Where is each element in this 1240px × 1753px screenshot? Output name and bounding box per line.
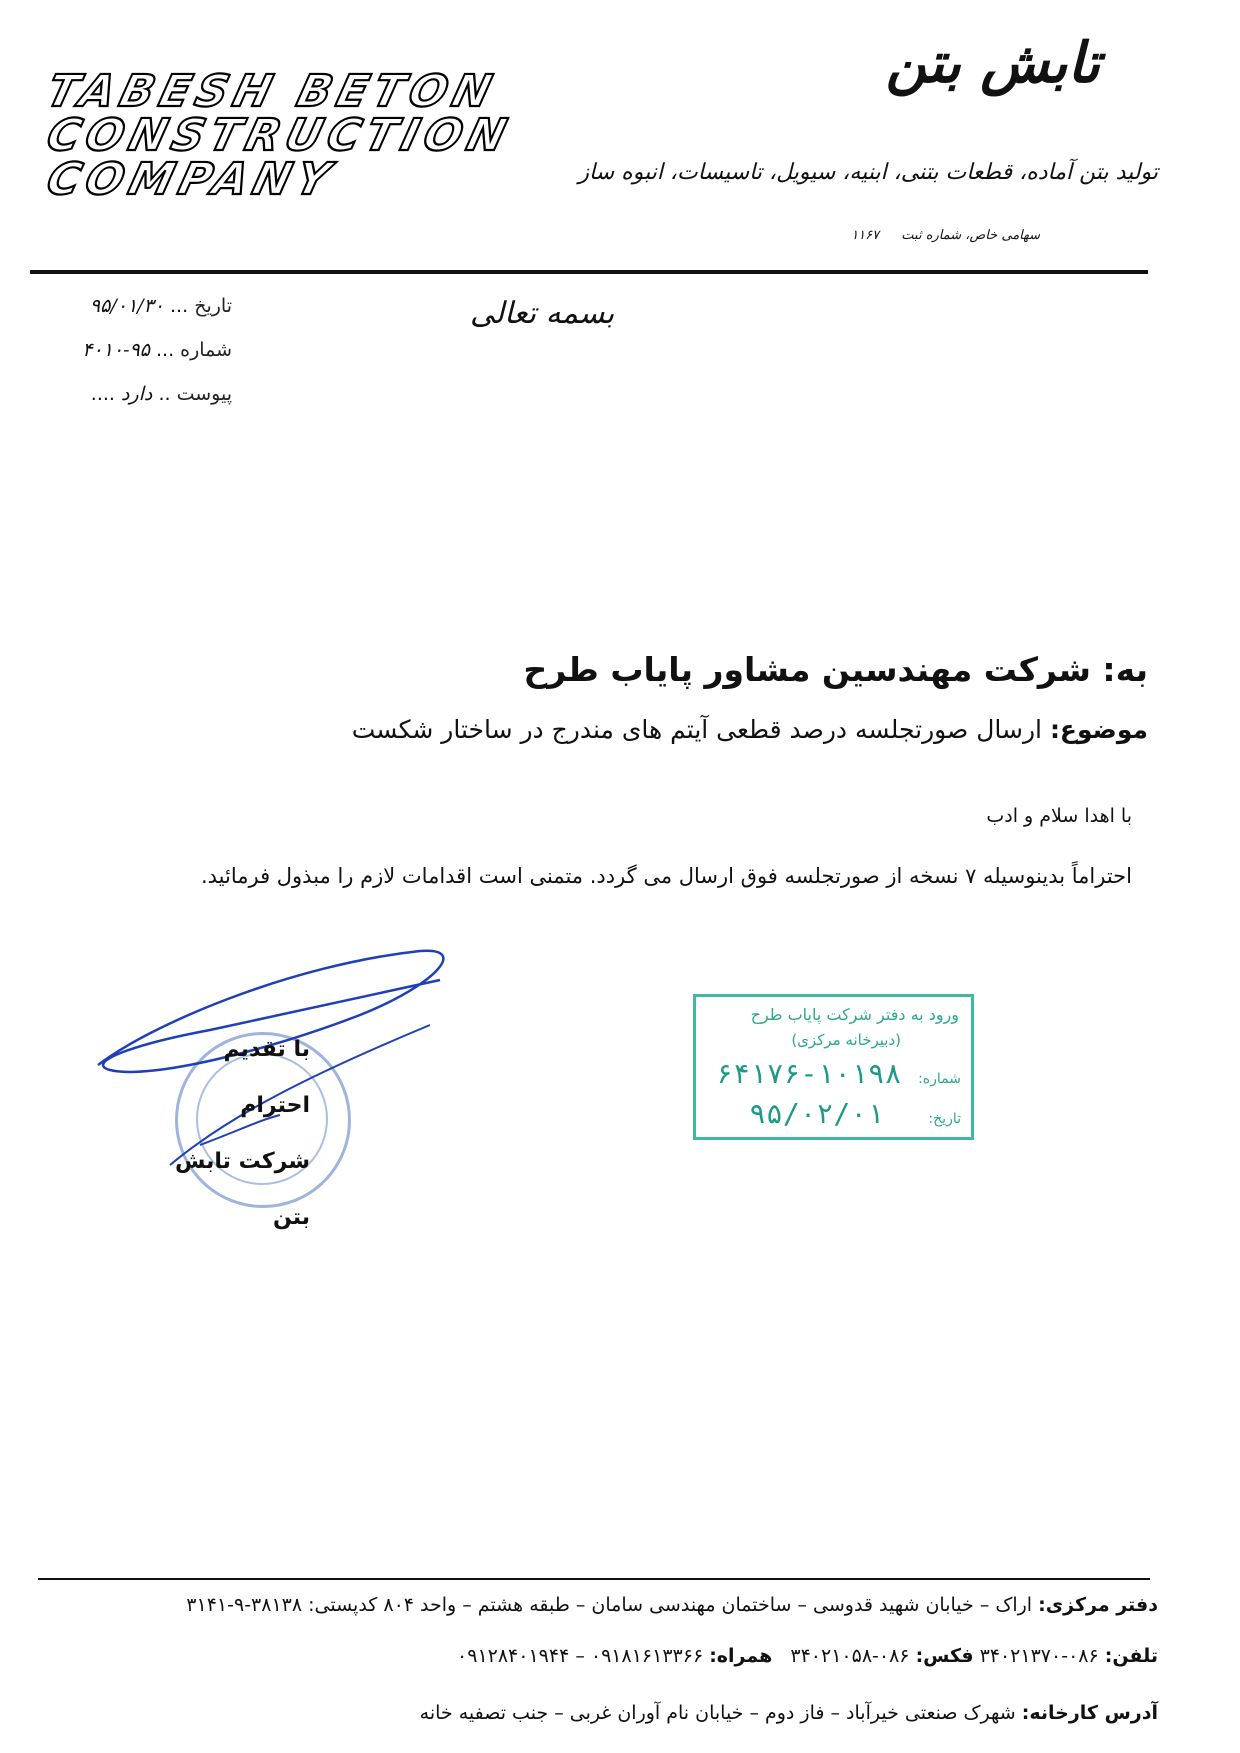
subject-text: ارسال صورتجلسه درصد قطعی آیتم های مندرج در ساختار شکست xyxy=(351,715,1042,744)
stamp-number-row xyxy=(716,1057,961,1090)
office-address: اراک – خیابان شهید قدوسی – ساختمان مهندسی سامان – طبقه هشتم – واحد ۸۰۴ کدپستی: ۳۸۱۳۸-۹-۳۱۴۱ xyxy=(186,1594,1033,1616)
attachment-value: دارد xyxy=(121,383,153,405)
company-tagline: تولید بتن آماده، قطعات بتنی، ابنیه، سیویل، تاسیسات، انبوه ساز xyxy=(578,160,1158,185)
stamp-date-value: ۹۵/۰۲/۰۱ xyxy=(749,1097,884,1130)
stamp-line-2: (دبیرخانه مرکزی) xyxy=(791,1031,901,1049)
subject-label: موضوع: xyxy=(1049,715,1148,744)
date-row: تاریخ ... ۹۵/۰۱/۳۰ xyxy=(89,295,232,317)
registration-label: سهامی خاص، شماره ثبت xyxy=(901,228,1040,243)
stamp-date-row xyxy=(749,1097,961,1130)
mobile-values: ۰۹۱۸۱۶۱۳۳۶۶ – ۰۹۱۲۸۴۰۱۹۴۴ xyxy=(457,1645,704,1667)
number-value: ۹۵-۴۰۱۰ xyxy=(82,339,150,361)
bismillah: بسمه تعالی xyxy=(470,296,615,331)
stamp-date-label: تاریخ: xyxy=(928,1111,961,1127)
date-value: ۹۵/۰۱/۳۰ xyxy=(89,295,164,317)
recipient-line: به: شرکت مهندسین مشاور پایاب طرح xyxy=(523,650,1148,689)
factory-address-line xyxy=(420,1702,1158,1724)
subject-line xyxy=(352,715,1148,744)
office-label: دفتر مرکزی: xyxy=(1038,1594,1158,1616)
fax-label: فکس: xyxy=(915,1645,974,1667)
closing-block xyxy=(150,1022,310,1246)
date-label: تاریخ xyxy=(194,295,232,317)
stamp-number-value: ۱۰۱۹۸-۶۴۱۷۶ xyxy=(716,1057,902,1090)
number-label: شماره xyxy=(180,339,232,361)
footer-divider xyxy=(38,1578,1150,1580)
attachment-label: پیوست xyxy=(176,383,232,405)
persian-logo: تابش بتن xyxy=(885,30,1100,96)
stamp-line-1: ورود به دفتر شرکت پایاب طرح xyxy=(750,1005,959,1024)
office-address-line xyxy=(186,1594,1158,1616)
greeting: با اهدا سلام و ادب xyxy=(986,805,1132,827)
closing-respect: با تقدیم احترام xyxy=(223,1037,310,1118)
logo-line-3: COMPANY xyxy=(41,154,341,205)
phone-label: تلفن: xyxy=(1104,1645,1158,1667)
letter-body: احتراماً بدینوسیله ۷ نسخه از صورتجلسه فوق ارسال می گردد. متمنی است اقدامات لازم را مبذول فرمائید. xyxy=(200,864,1132,888)
logo-line-1: TABESH BETON xyxy=(41,66,503,117)
letter-meta xyxy=(62,295,232,427)
logo-line-2: CONSTRUCTION xyxy=(41,110,518,161)
factory-label: آدرس کارخانه: xyxy=(1021,1702,1158,1724)
number-row: شماره ... ۹۵-۴۰۱۰ xyxy=(82,339,232,361)
header-divider xyxy=(30,270,1148,274)
phone-value: ۰۸۶-۳۴۰۲۱۳۷۰ xyxy=(979,1645,1099,1667)
fax-value: ۰۸۶-۳۴۰۲۱۰۵۸ xyxy=(790,1645,910,1667)
mobile-label: همراه: xyxy=(709,1645,773,1667)
stamp-number-label: شماره: xyxy=(918,1071,961,1087)
factory-address: شهرک صنعتی خیرآباد – فاز دوم – خیابان نام آوران غربی – جنب تصفیه خانه xyxy=(419,1702,1016,1724)
attachment-row: پیوست .. دارد .... xyxy=(90,383,232,405)
registration-number: ۱۱۶۷ xyxy=(851,228,880,243)
received-stamp xyxy=(693,994,974,1140)
closing-company: شرکت تابش بتن xyxy=(175,1149,310,1230)
contact-line xyxy=(457,1645,1158,1667)
registration-line xyxy=(851,228,1040,243)
english-logo xyxy=(41,66,548,205)
